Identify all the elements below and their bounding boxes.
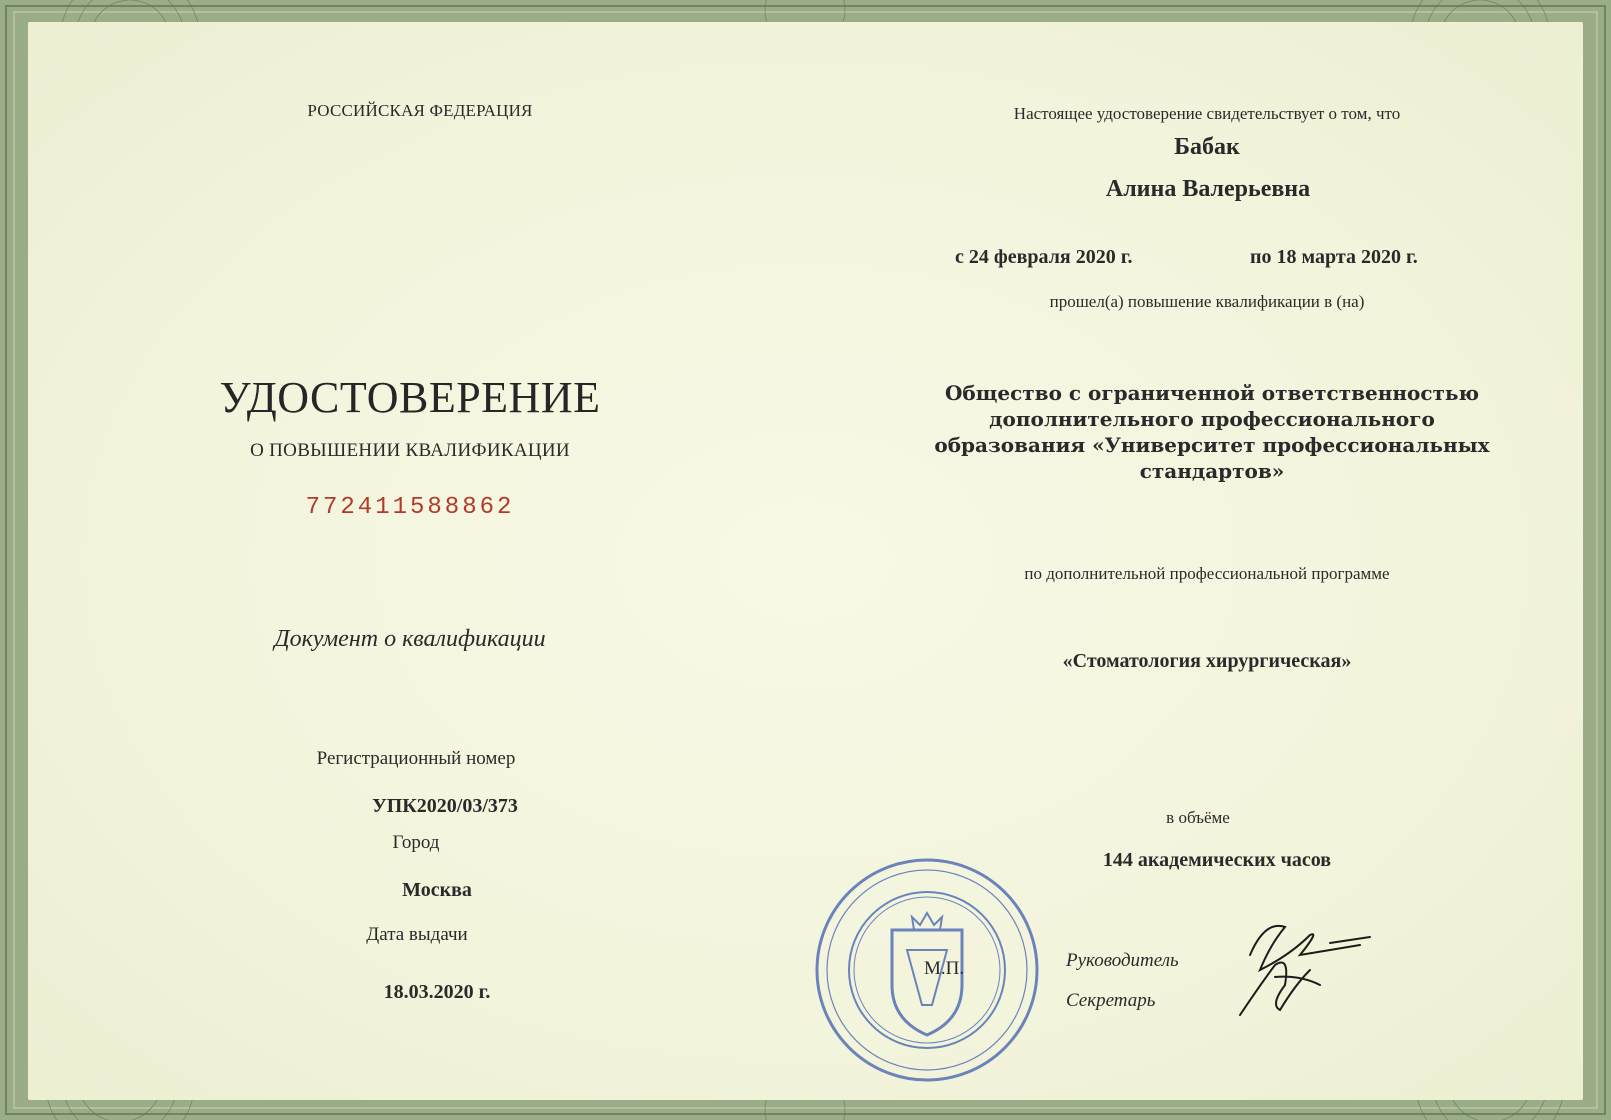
program-label: по дополнительной профессиональной программе xyxy=(1024,564,1390,583)
recipient-given-names: Алина Валерьевна xyxy=(1105,176,1311,202)
organization-name: Общество с ограниченной ответственностью дополнительного профессионального образования «Университет профессиональных стандартов» xyxy=(934,381,1490,483)
date-from: с 24 февраля 2020 г. xyxy=(955,246,1133,268)
intro-text: Настоящее удостоверение свидетельствует о том, что xyxy=(1013,104,1401,123)
reg-number: УПК2020/03/373 xyxy=(372,795,518,817)
document-type: Документ о квалификации xyxy=(274,626,546,652)
program-name: «Стоматология хирургическая» xyxy=(1062,650,1352,672)
recipient-surname: Бабак xyxy=(1174,134,1240,160)
handwritten-signature xyxy=(1230,915,1380,1025)
country-heading: РОССИЙСКАЯ ФЕДЕРАЦИЯ xyxy=(307,101,533,120)
stamp-place-mark: М.П. xyxy=(923,958,965,979)
document-title: УДОСТОВЕРЕНИЕ xyxy=(219,373,601,422)
issue-date: 18.03.2020 г. xyxy=(383,981,491,1003)
city-label: Город xyxy=(392,832,440,853)
city-value: Москва xyxy=(402,879,472,901)
document-subtitle: О ПОВЫШЕНИИ КВАЛИФИКАЦИИ xyxy=(250,440,570,461)
serial-number: 772411588862 xyxy=(305,494,515,521)
date-to: по 18 марта 2020 г. xyxy=(1250,246,1418,268)
issue-date-label: Дата выдачи xyxy=(366,924,468,945)
volume-value: 144 академических часов xyxy=(1102,849,1332,871)
head-label: Руководитель xyxy=(1066,950,1179,971)
completed-text: прошел(а) повышение квалификации в (на) xyxy=(1049,292,1365,311)
volume-label: в объёме xyxy=(1166,808,1230,827)
secretary-label: Секретарь xyxy=(1066,990,1156,1011)
reg-number-label: Регистрационный номер xyxy=(316,748,516,769)
